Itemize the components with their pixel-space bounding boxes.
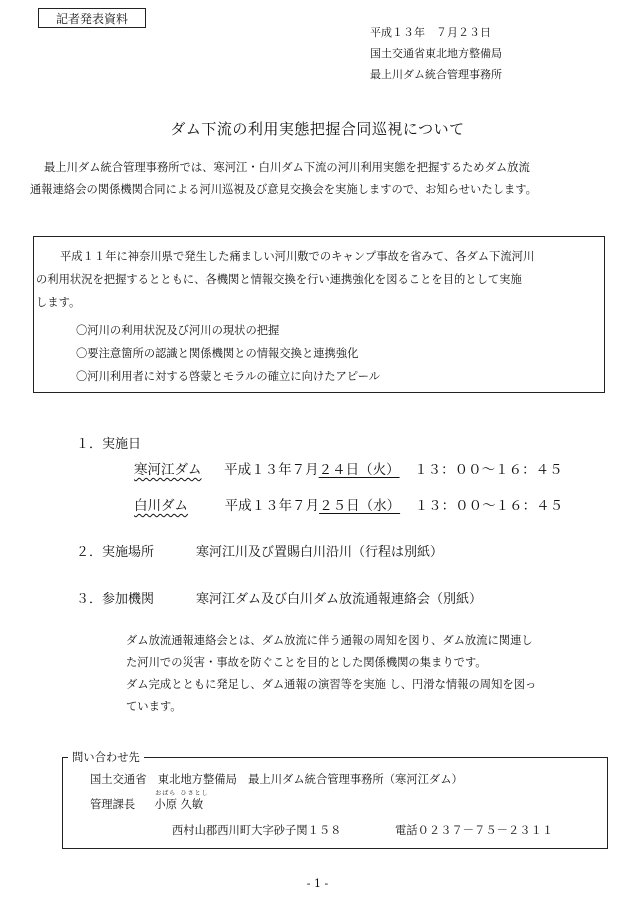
header-date: 平成１３年 ７月２３日 xyxy=(370,26,491,39)
page-number: - 1 - xyxy=(306,877,329,890)
note-line-1: ダム放流通報連絡会とは、ダム放流に伴う通報の周知を図り、ダム放流に関連し xyxy=(126,634,533,647)
purpose-line-1: 平成１１年に神奈川県で発生した痛ましい河川敷でのキャンプ事故を省みて、各ダム下流河川 xyxy=(60,250,535,263)
header-org-office: 最上川ダム統合管理事務所 xyxy=(370,68,502,81)
sagae-date-day: ２４日（火） xyxy=(318,462,400,478)
section-2-label: ２．実施場所 xyxy=(76,545,155,560)
sagae-dam-row xyxy=(134,458,563,478)
contact-phone: 電話０２３７－７５－２３１１ xyxy=(395,824,554,837)
purpose-bullet-2: 〇要注意箇所の認識と関係機関との情報交換と連携強化 xyxy=(76,347,359,360)
note-line-4: ています。 xyxy=(126,700,182,713)
purpose-bullet-1: 〇河川の利用状況及び河川の現状の把握 xyxy=(76,324,280,337)
contact-given-ruby: ひさとし xyxy=(180,790,209,797)
shirakawa-time: １３：００～１６：４５ xyxy=(414,498,564,514)
section-3-label: ３．参加機関 xyxy=(76,592,155,607)
shirakawa-dam-name: 白川ダム xyxy=(134,498,188,514)
sagae-date-prefix: 平成１３年７月 xyxy=(224,462,319,478)
note-line-2: た河川での災害・事故を防ぐことを目的とした関係機関の集まりです。 xyxy=(126,656,487,669)
intro-line-2: 通報連絡会の関係機関合同による河川巡視及び意見交換会を実施しますので、お知らせいたします。 xyxy=(30,183,537,196)
purpose-line-3: します。 xyxy=(36,296,81,309)
section-1-label: １．実施日 xyxy=(76,437,142,452)
contact-given-text: 久敏 xyxy=(180,798,204,811)
sagae-time: １３：００～１６：４５ xyxy=(414,462,563,478)
contact-given-name xyxy=(180,790,209,812)
contact-address: 西村山郡西川町大字砂子関１５８ xyxy=(172,824,342,837)
contact-org: 国土交通省 東北地方整備局 最上川ダム統合管理事務所（寒河江ダム） xyxy=(90,773,463,786)
purpose-line-2: の利用状況を把握するとともに、各機関と情報交換を行い連携強化を図ることを目的として実施 xyxy=(36,273,522,286)
intro-line-1: 最上川ダム統合管理事務所では、寒河江・白川ダム下流の河川利用実態を把握するためダム放流 xyxy=(44,161,530,174)
contact-surname-ruby: おばら xyxy=(155,790,177,797)
header-org-bureau: 国土交通省東北地方整備局 xyxy=(370,47,502,60)
press-release-label: 記者発表資料 xyxy=(38,8,146,28)
shirakawa-date-day: ２５日（水） xyxy=(319,498,401,514)
contact-person xyxy=(90,790,209,812)
purpose-text xyxy=(36,245,602,314)
section-2-value: 寒河江川及び置賜白川沿川（行程は別紙） xyxy=(196,545,444,560)
note-paragraph xyxy=(126,630,611,718)
contact-surname-text: 小原 xyxy=(154,798,177,811)
shirakawa-dam-row xyxy=(134,494,563,514)
intro-paragraph xyxy=(30,157,615,201)
shirakawa-date-prefix: 平成１３年７月 xyxy=(224,498,320,514)
section-3-value: 寒河江ダム及び白川ダム放流通報連絡会（別紙） xyxy=(196,592,483,607)
note-line-3: ダム完成とともに発足し、ダム通報の演習等を実施 し、円滑な情報の周知を図っ xyxy=(126,678,537,691)
contact-legend: 問い合わせ先 xyxy=(68,749,144,765)
page-title: ダム下流の利用実態把握合同巡視について xyxy=(170,120,465,138)
contact-surname xyxy=(154,790,177,812)
contact-title: 管理課長 xyxy=(90,798,136,811)
sagae-dam-name: 寒河江ダム xyxy=(134,462,202,478)
purpose-bullet-3: 〇河川利用者に対する啓蒙とモラルの確立に向けたアピール xyxy=(76,370,381,383)
